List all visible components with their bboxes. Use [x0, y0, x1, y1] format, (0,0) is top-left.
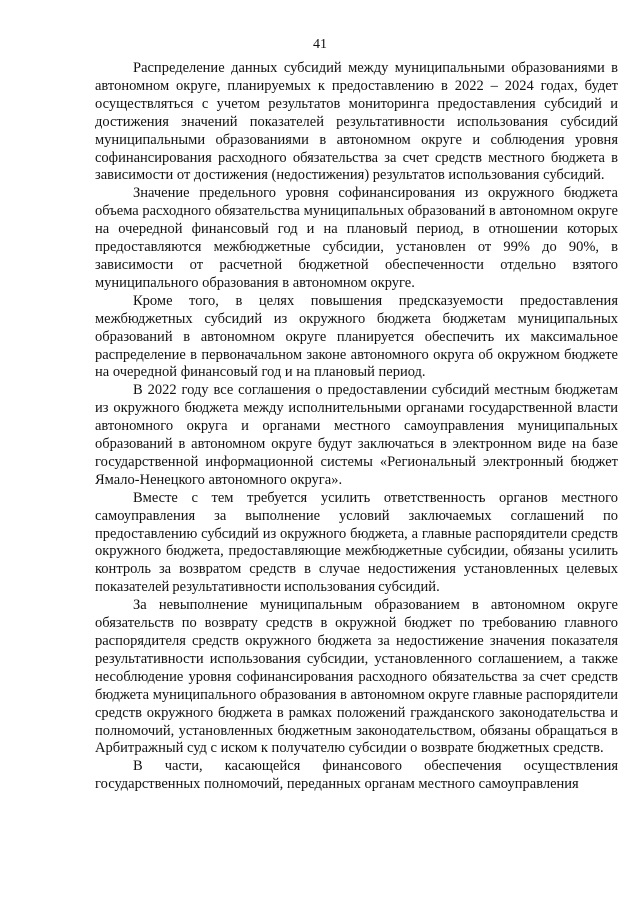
paragraph-state-powers: В части, касающейся финансового обеспечения осуществления государственных полномочий, переданных органам местного самоуправления [95, 758, 618, 793]
paragraph-responsibility: Вместе с тем требуется усилить ответственность органов местного самоуправления за выполнение условий заключаемых соглашений по предоставлению субсидий из окружного бюджета, а главные распорядители средств окружного бюджета, предоставляющие межбюджетные субсидии, обязаны усилить контроль за возвратом средств в случае недостижения установленных целевых показателей результативности использования субсидий. [95, 489, 618, 596]
paragraph-arbitration: За невыполнение муниципальным образованием в автономном округе обязательств по возврату средств в окружной бюджет по требованию главного распорядителя средств окружного бюджета за недостижение значения показателя результативности использования субсидии, установленного соглашением, а также несоблюдение уровня софинансирования расходного обязательства за счет средств бюджета муниципального образования в автономном округе главные распорядители средств окружного бюджета в рамках положений гражданского законодательства и полномочий, установленных бюджетным законодательством, обязаны обращаться в Арбитражный суд с иском к получателю субсидии о возврате бюджетных средств. [95, 597, 618, 757]
paragraph-subsidy-distribution: Распределение данных субсидий между муниципальными образованиями в автономном округе, планируемых к предоставлению в 2022 – 2024 годах, будет осуществляться с учетом результатов мониторинга предоставления субсидий и достижения значений показателей результативности использования субсидий муниципальными образованиями в автономном округе и соблюдения уровня софинансирования расходного обязательства за счет средств местного бюджета в зависимости от достижения (недостижения) результатов использования субсидий. [95, 60, 618, 184]
document-body [95, 60, 618, 794]
page-number: 41 [313, 37, 327, 52]
paragraph-electronic-agreements: В 2022 году все соглашения о предоставлении субсидий местным бюджетам из окружного бюджета между исполнительными органами государственной власти автономного округа и органами местного самоуправления муниципальных образований в автономном округе будут заключаться в электронном виде на базе государственной информационной системы «Региональный электронный бюджет Ямало-Ненецкого автономного округа». [95, 382, 618, 488]
paragraph-predictability: Кроме того, в целях повышения предсказуемости предоставления межбюджетных субсидий из окружного бюджета бюджетам муниципальных образований в автономном округе планируется обеспечить их максимальное распределение в первоначальном законе автономного округа об окружном бюджете на очередной финансовый год и на плановый период. [95, 292, 618, 381]
paragraph-cofinancing-level: Значение предельного уровня софинансирования из окружного бюджета объема расходного обязательства муниципальных образований в автономном округе на очередной финансовый год и на плановый период, в отношении которых предоставляются межбюджетные субсидии, установлен от 99% до 90%, в зависимости от расчетной бюджетной обеспеченности отдельно взятого муниципального образования в автономном округе. [95, 185, 618, 291]
